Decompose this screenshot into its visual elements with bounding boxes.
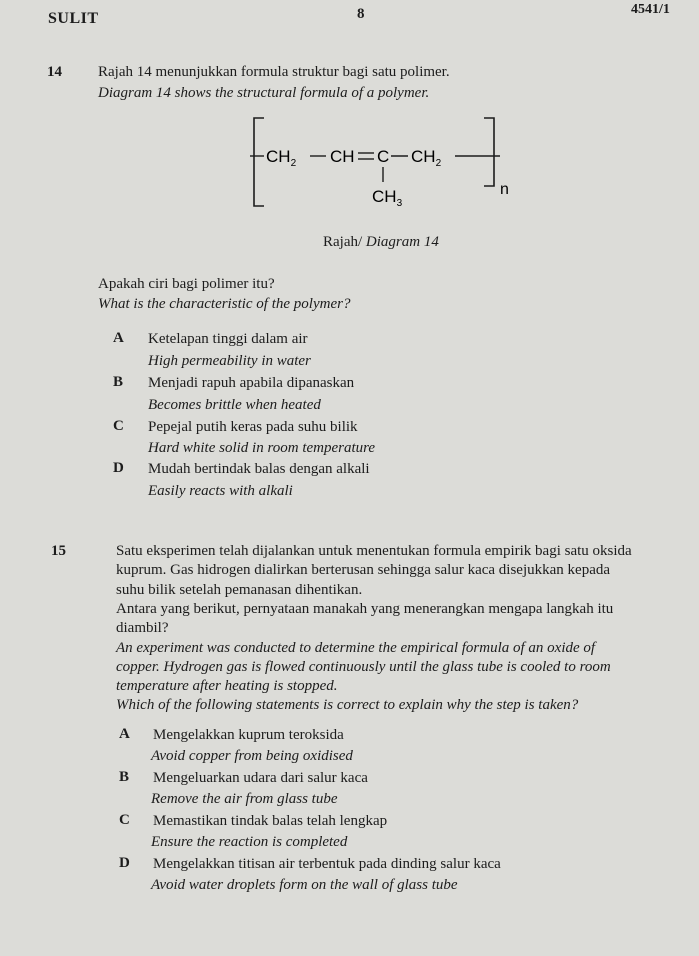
- repeat-n: n: [500, 181, 509, 198]
- q15-ms-line-1: Satu eksperimen telah dijalankan untuk menentukan formula empirik bagi satu oksida: [116, 543, 632, 559]
- q15-ms-line-3: suhu bilik setelah pemanasan dihentikan.: [116, 582, 363, 598]
- q15-option-c-ms: Memastikan tindak balas telah lengkap: [153, 813, 388, 829]
- q14-option-b-en: Becomes brittle when heated: [148, 397, 321, 413]
- c-atom: C: [377, 147, 390, 166]
- q15-en-line-1: An experiment was conducted to determine the empirical formula of an oxide of: [116, 640, 596, 656]
- q15-en-line-4: Which of the following statements is correct to explain why the step is taken?: [116, 697, 579, 713]
- q14-question-ms: Apakah ciri bagi polimer itu?: [98, 276, 275, 292]
- q14-stem-ms: Rajah 14 menunjukkan formula struktur bagi satu polimer.: [98, 64, 450, 80]
- q15-option-a-letter: A: [119, 726, 130, 742]
- polymer-structural-formula: [250, 112, 510, 212]
- q15-option-b-ms: Mengeluarkan udara dari salur kaca: [153, 770, 368, 786]
- q15-option-c-letter: C: [119, 812, 130, 828]
- q14-number: 14: [47, 64, 62, 80]
- q14-option-b-ms: Menjadi rapuh apabila dipanaskan: [148, 375, 355, 391]
- ch3-group: $CH_3$: [372, 187, 403, 209]
- q15-en-line-3: temperature after heating is stopped.: [116, 678, 338, 694]
- caption-ms: Rajah/: [323, 234, 363, 250]
- q14-option-b-letter: B: [113, 374, 124, 390]
- q15-option-c-en: Ensure the reaction is completed: [151, 834, 348, 850]
- q15-option-a-ms: Mengelakkan kuprum teroksida: [153, 727, 344, 743]
- q14-option-c-en: Hard white solid in room temperature: [148, 440, 376, 456]
- q14-option-a-ms: Ketelapan tinggi dalam air: [148, 331, 308, 347]
- q15-option-a-en: Avoid copper from being oxidised: [151, 748, 353, 764]
- q15-option-b-letter: B: [119, 769, 130, 785]
- sulit-label: SULIT: [48, 10, 99, 27]
- q15-ms-line-5: diambil?: [116, 620, 169, 636]
- page-number: 8: [357, 6, 365, 22]
- ch2-left: $CH_2$: [266, 147, 297, 169]
- q14-option-d-letter: D: [113, 460, 124, 476]
- q14-option-a-letter: A: [113, 330, 124, 346]
- q15-en-line-2: copper. Hydrogen gas is flowed continuously until the glass tube is cooled to room: [116, 659, 611, 675]
- q14-option-c-letter: C: [113, 418, 124, 434]
- q15-ms-line-4: Antara yang berikut, pernyataan manakah yang menerangkan mengapa langkah itu: [116, 601, 614, 617]
- caption-en: Diagram 14: [365, 234, 439, 250]
- q15-number: 15: [51, 543, 66, 559]
- q14-question-en: What is the characteristic of the polymer?: [98, 296, 351, 312]
- q15-ms-line-2: kuprum. Gas hidrogen dialirkan berterusan sehingga salur kaca disejukkan kepada: [116, 562, 611, 578]
- q15-option-d-en: Avoid water droplets form on the wall of glass tube: [151, 877, 458, 893]
- q14-option-a-en: High permeability in water: [148, 353, 311, 369]
- right-bracket: [484, 118, 494, 186]
- q15-option-d-letter: D: [119, 855, 130, 871]
- diagram-caption: [323, 234, 439, 251]
- q14-option-d-en: Easily reacts with alkali: [148, 483, 293, 499]
- q14-option-d-ms: Mudah bertindak balas dengan alkali: [148, 461, 370, 477]
- ch2-right: $CH_2$: [411, 147, 442, 169]
- left-bracket: [254, 118, 264, 206]
- q15-option-d-ms: Mengelakkan titisan air terbentuk pada dinding salur kaca: [153, 856, 501, 872]
- q14-stem-en: Diagram 14 shows the structural formula of a polymer.: [98, 85, 430, 101]
- paper-code: 4541/1: [631, 2, 670, 17]
- q15-option-b-en: Remove the air from glass tube: [151, 791, 338, 807]
- q14-option-c-ms: Pepejal putih keras pada suhu bilik: [148, 419, 358, 435]
- ch-group: CH: [330, 147, 355, 166]
